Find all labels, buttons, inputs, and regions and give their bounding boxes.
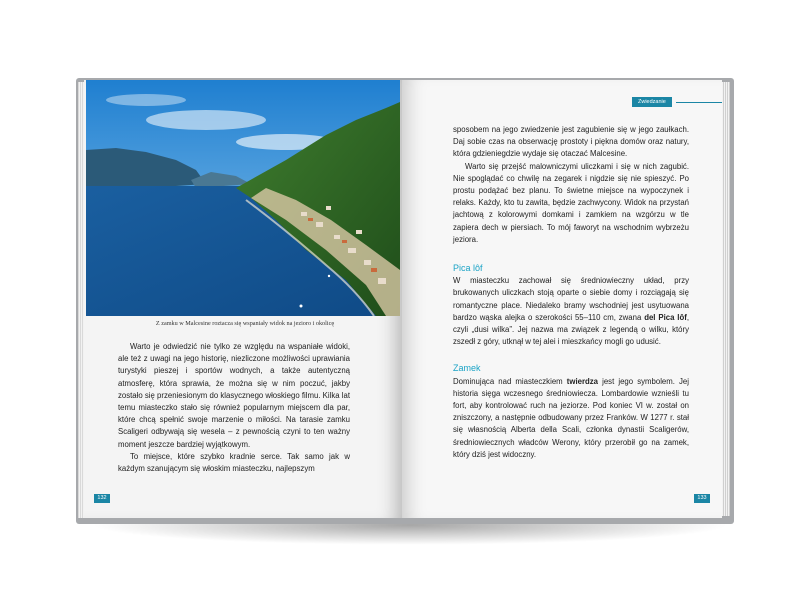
right-page-body	[453, 124, 689, 461]
body-paragraph: sposobem na jego zwiedzenie jest zagubienie się w jego zaułkach. Daj sobie czas na obserwację prostoty i piękna domów oraz natury, która gdzieniegdzie wydaje się otaczać Malcesine.	[453, 125, 689, 159]
body-paragraph: To miejsce, które szybko kradnie serce. Tak samo jak w każdym szanującym się włoskim miasteczku, najlepszym	[118, 451, 350, 474]
lake-garda-image	[86, 80, 400, 316]
page-number-right: 133	[694, 494, 710, 503]
text-span: jest jego symbolem. Jej historia sięga wczesnego średniowiecza. Lombardowie wznieśli tu fort, aby kontrolować ruch na jeziorze. Pod koniec VI w. został on zniszczony, a następnie odbudowany przez Franków. W 1277 r. stał się własnością Alberta della Scali, członka dynastii Scaligerów, średniowiecznych władców Werony, który przerobił go na zamek, który dziś jest widoczny.	[453, 376, 690, 459]
page-number-left: 132	[94, 494, 110, 503]
section-tag: Zwiedzanie	[632, 97, 672, 107]
bold-term: twierdza	[566, 376, 598, 386]
text-span: W miasteczku zachował się średniowieczny układ, przy brukowanych uliczkach stoją oparte o siebie domy i rozciągają się romantyczne place. Niedaleko bramy wschodniej jest usytuowana bardzo wąska alejka o szerokości 55–110 cm, zwana	[453, 276, 689, 322]
left-page-body	[118, 341, 350, 475]
photo-caption: Z zamku w Malcesine roztacza się wspaniały widok na jezioro i okolicę	[155, 320, 335, 327]
lake-photo	[86, 80, 400, 316]
body-paragraph	[453, 376, 689, 461]
section-tag-line	[676, 102, 722, 103]
text-span: Dominująca nad miasteczkiem	[453, 376, 567, 386]
bold-term: del Pica lôf	[644, 312, 687, 322]
body-paragraph: Warto je odwiedzić nie tylko ze względu na wspaniałe widoki, ale też z uwagi na jego historię, niezliczone możliwości uprawiania turystyki pieszej i sportów wodnych, a także autentyczną atmosferę, która sprawia, że można się w nim poczuć, jakby zostało się przeniesionym do klasycznego włoskiego filmu. Kilka lat temu miasteczko stało się również popularnym miejscem dla par, które chcą spełnić swoje marzenie o miłości. Na tarasie zamku Scaligeri odbywają się wesela – z pewnością czyni to ten ważny moment jeszcze bardziej wyjątkowym.	[118, 342, 350, 449]
section-heading: Zamek	[453, 363, 481, 374]
body-paragraph: Warto się przejść malowniczymi uliczkami i się w nich zagubić. Nie spoglądać co chwilę na zegarek i nigdzie się nie spieszyć. Po prostu podążać bez planu. To świetne miejsce na wypoczynek i relaks. Każdy, kto tu zawita, będzie zachwycony. Widok na przystań jachtową z kolorowymi domkami i zamkiem na wzgórzu w tle zapiera dech w piersiach. To mój faworyt na wschodnim wybrzeżu jeziora.	[453, 161, 689, 244]
section-heading: Pica lôf	[453, 263, 483, 274]
body-paragraph	[453, 275, 689, 348]
text-span: , czyli „dusi wilka”. Jej nazwa ma związek z legendą o wilku, który zszedł z góry, utknął w tej alei i mieszkańcy mogli go udusić.	[453, 312, 689, 347]
